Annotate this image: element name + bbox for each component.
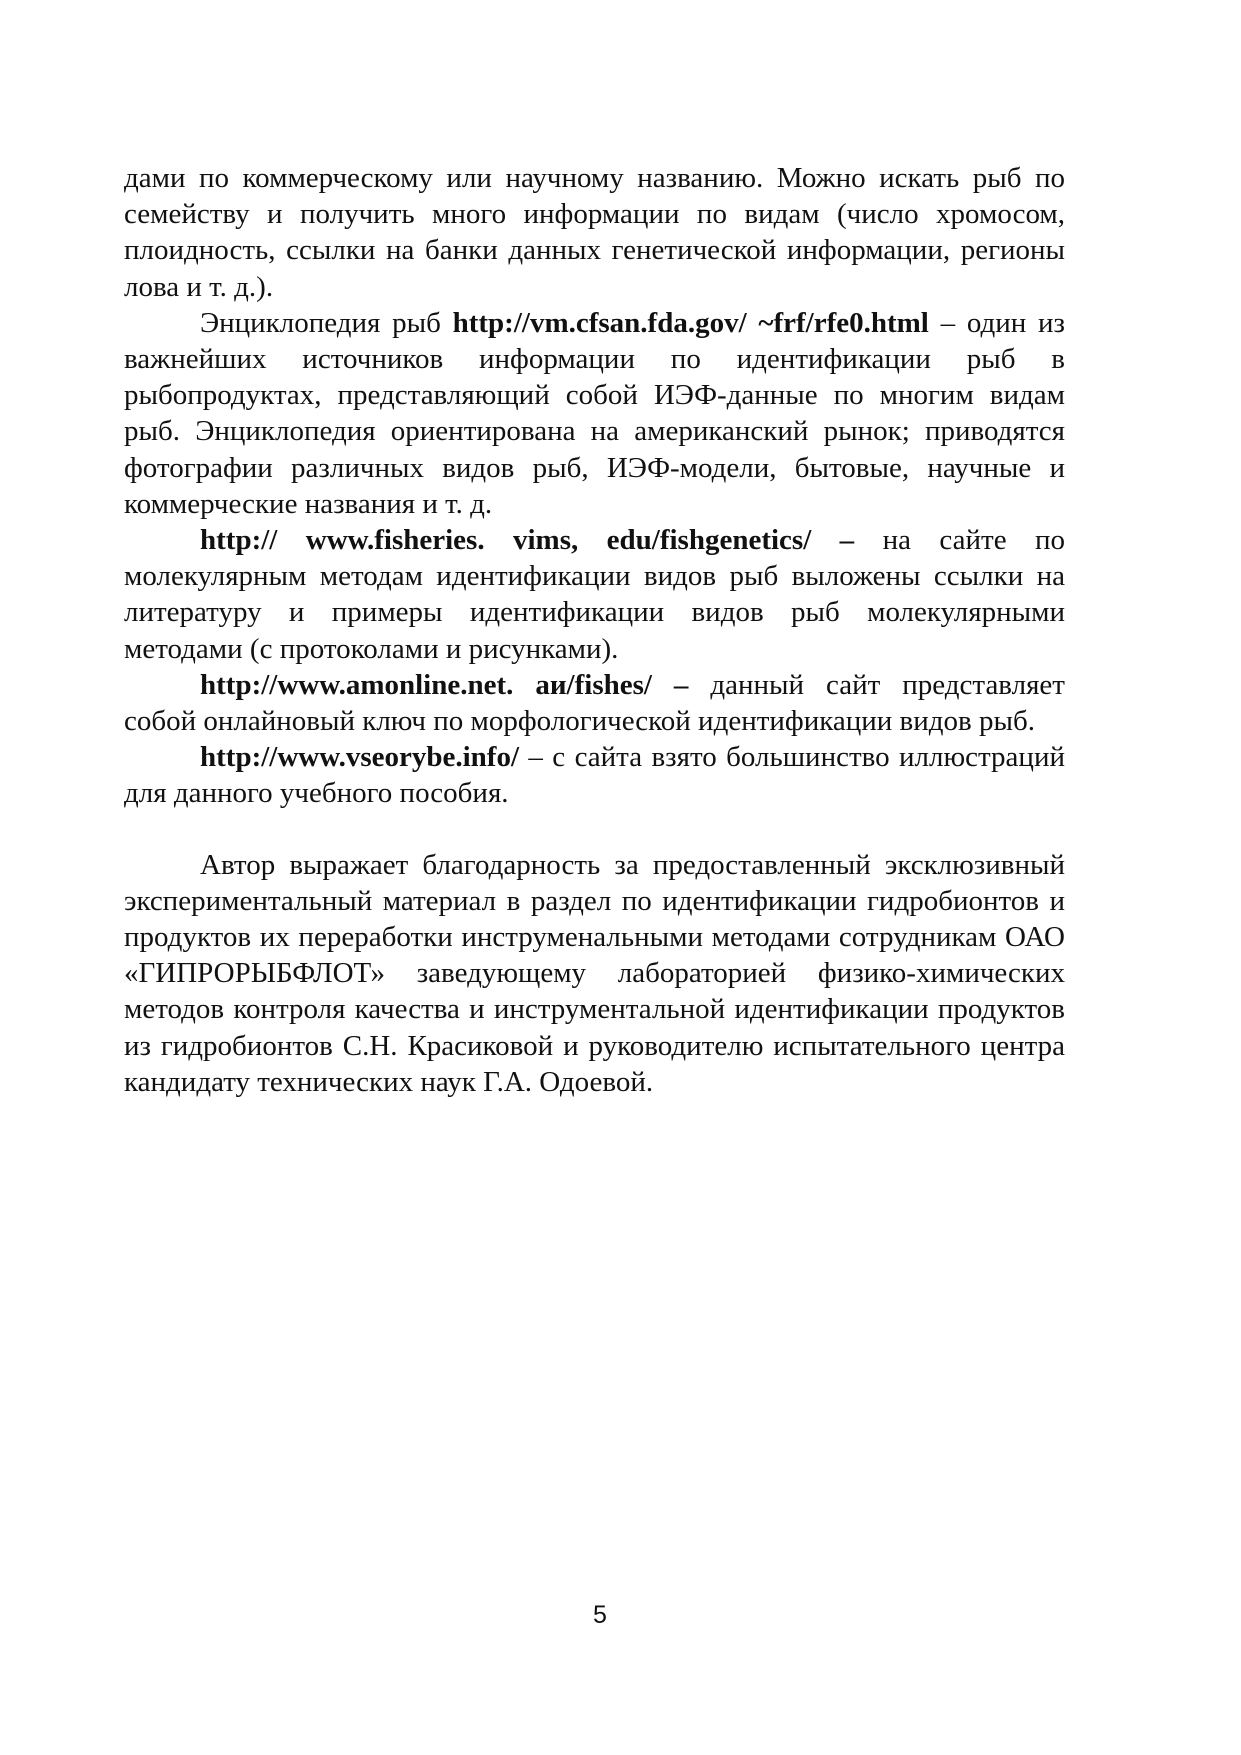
- paragraph-text: – один из важнейших источников информации по идентификации рыб в рыбопродуктах, представляющий собой ИЭФ-данные по многим видам рыб. Энциклопедия ориентирована на американский рынок; приводятся фотографии различных видов рыб, ИЭФ-модели, бытовые, научные и коммерческие названия и т. д.: [124, 306, 1065, 520]
- paragraph-text: – с сайта взято большинство иллюстраций для данного учебного пособия.: [124, 741, 1065, 810]
- page-number: 5: [593, 1601, 607, 1629]
- paragraph-text: данный сайт представляет собой онлайновый ключ по морфологической идентификации видов рыб.: [124, 668, 1065, 738]
- url-fisheries-vims: http:// www.fisheries. vims, edu/fishgenetics/ –: [200, 524, 855, 557]
- paragraph-fisheries-vims: [124, 522, 1065, 667]
- paragraph-text: на сайте по молекулярным методам идентификации видов рыб выложены ссылки на литературу и примеры идентификации видов рыб молекулярными методами (с протоколами и рисунками).: [124, 524, 1065, 665]
- paragraph-acknowledgements: [124, 847, 1065, 1100]
- url-amonline: http://www.amonline.net. аи/fishes/ –: [200, 668, 689, 701]
- url-vseorybe: http://www.vseorybe.info/: [200, 741, 519, 774]
- paragraph-spacer: [124, 812, 1065, 847]
- paragraph-vseorybe: [124, 739, 1065, 811]
- paragraph-fish-encyclopedia: [124, 305, 1065, 522]
- paragraph-amonline: [124, 667, 1065, 739]
- paragraph-text: Автор выражает благодарность за предоставленный эксклюзивный экспериментальный материал в раздел по идентификации гидробионтов и продуктов их переработки инструменальными методами сотрудникам ОАО «ГИПРОРЫБФЛОТ» заведующему лабораторией физико-химических методов контроля качества и инструментальной идентификации продуктов из гидробионтов С.Н. Красиковой и руководителю испытательного центра кандидату технических наук Г.А. Одоевой.: [124, 848, 1065, 1098]
- body-text: [124, 160, 1065, 1100]
- paragraph-text: дами по коммерческому или научному названию. Можно искать рыб по семейству и получить много информации по видам (число хромосом, плоидность, ссылки на банки данных генетической информации, регионы лова и т. д.).: [124, 162, 1065, 303]
- paragraph-continuation: [124, 160, 1065, 305]
- url-fda-fish-encyclopedia: http://vm.cfsan.fda.gov/ ~frf/rfe0.html: [452, 306, 929, 339]
- paragraph-text: Энциклопедия рыб: [200, 306, 453, 339]
